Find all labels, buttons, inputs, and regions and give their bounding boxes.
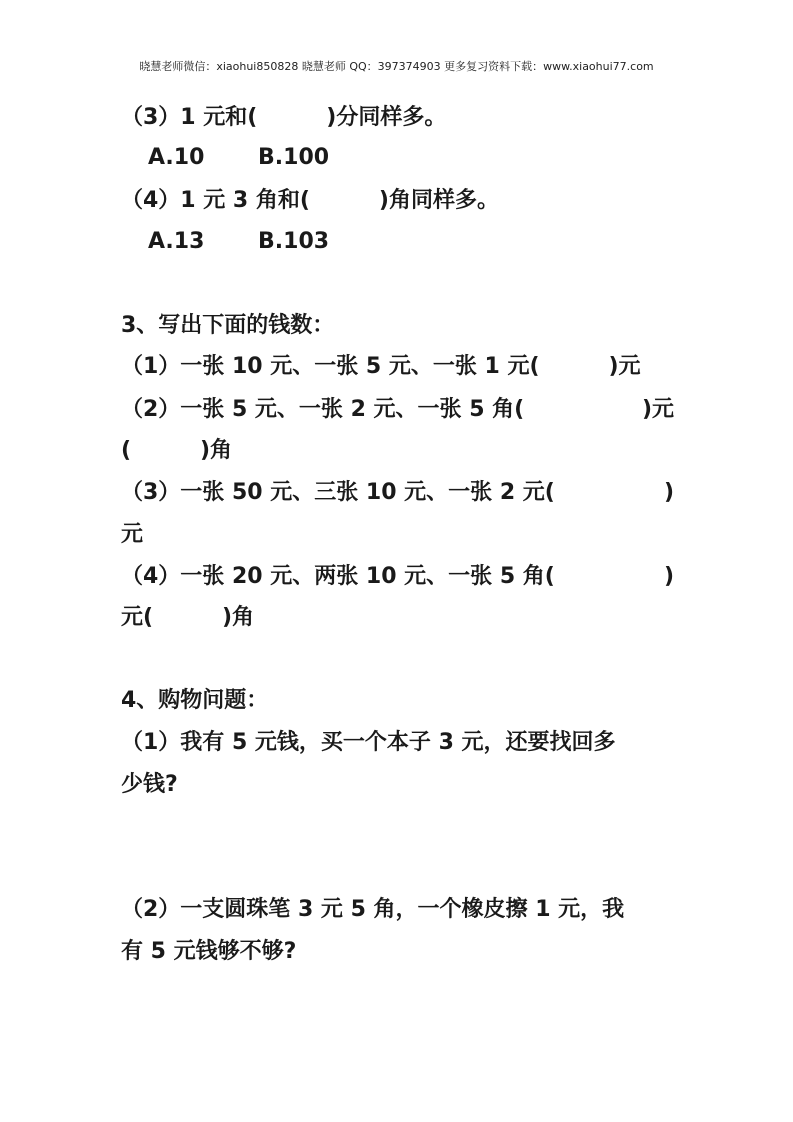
question-3-item-4-end: ) [663, 564, 674, 589]
question-3-item-3 [121, 478, 674, 508]
question-3-item-2-end: )元 [641, 397, 674, 422]
question-3-item-2-text: （2）一张 5 元、一张 2 元、一张 5 角( [121, 397, 525, 422]
question-2-item-3: （3）1 元和( )分同样多。 [121, 105, 447, 130]
question-3-item-3-continued: 元 [121, 522, 144, 547]
question-4-item-2-continued: 有 5 元钱够不够? [121, 939, 297, 964]
question-4-title: 4、购物问题： [121, 688, 269, 713]
question-4-item-2: （2）一支圆珠笔 3 元 5 角，一个橡皮擦 1 元，我 [121, 897, 625, 922]
question-3-item-3-text: （3）一张 50 元、三张 10 元、一张 2 元( [121, 480, 555, 505]
question-3-item-4 [121, 562, 674, 592]
question-3-item-3-end: ) [663, 480, 674, 505]
question-3-item-2-continued: ( )角 [121, 438, 233, 463]
question-3-title: 3、写出下面的钱数： [121, 313, 335, 338]
question-2-item-4-options: A.13 B.103 [148, 229, 330, 254]
question-3-item-4-text: （4）一张 20 元、两张 10 元、一张 5 角( [121, 564, 555, 589]
question-2-item-4: （4）1 元 3 角和( )角同样多。 [121, 188, 499, 213]
question-3-item-2 [121, 395, 674, 425]
question-3-item-4-continued: 元( )角 [121, 605, 255, 630]
page-header: 晓慧老师微信：xiaohui850828 晓慧老师 QQ：397374903 更多复习资料下载：www.xiaohui77.com [139, 60, 654, 73]
question-4-item-1: （1）我有 5 元钱，买一个本子 3 元，还要找回多 [121, 730, 616, 755]
question-4-item-1-continued: 少钱? [121, 772, 178, 797]
question-3-item-1: （1）一张 10 元、一张 5 元、一张 1 元( )元 [121, 354, 641, 379]
question-2-item-3-options: A.10 B.100 [148, 145, 330, 170]
